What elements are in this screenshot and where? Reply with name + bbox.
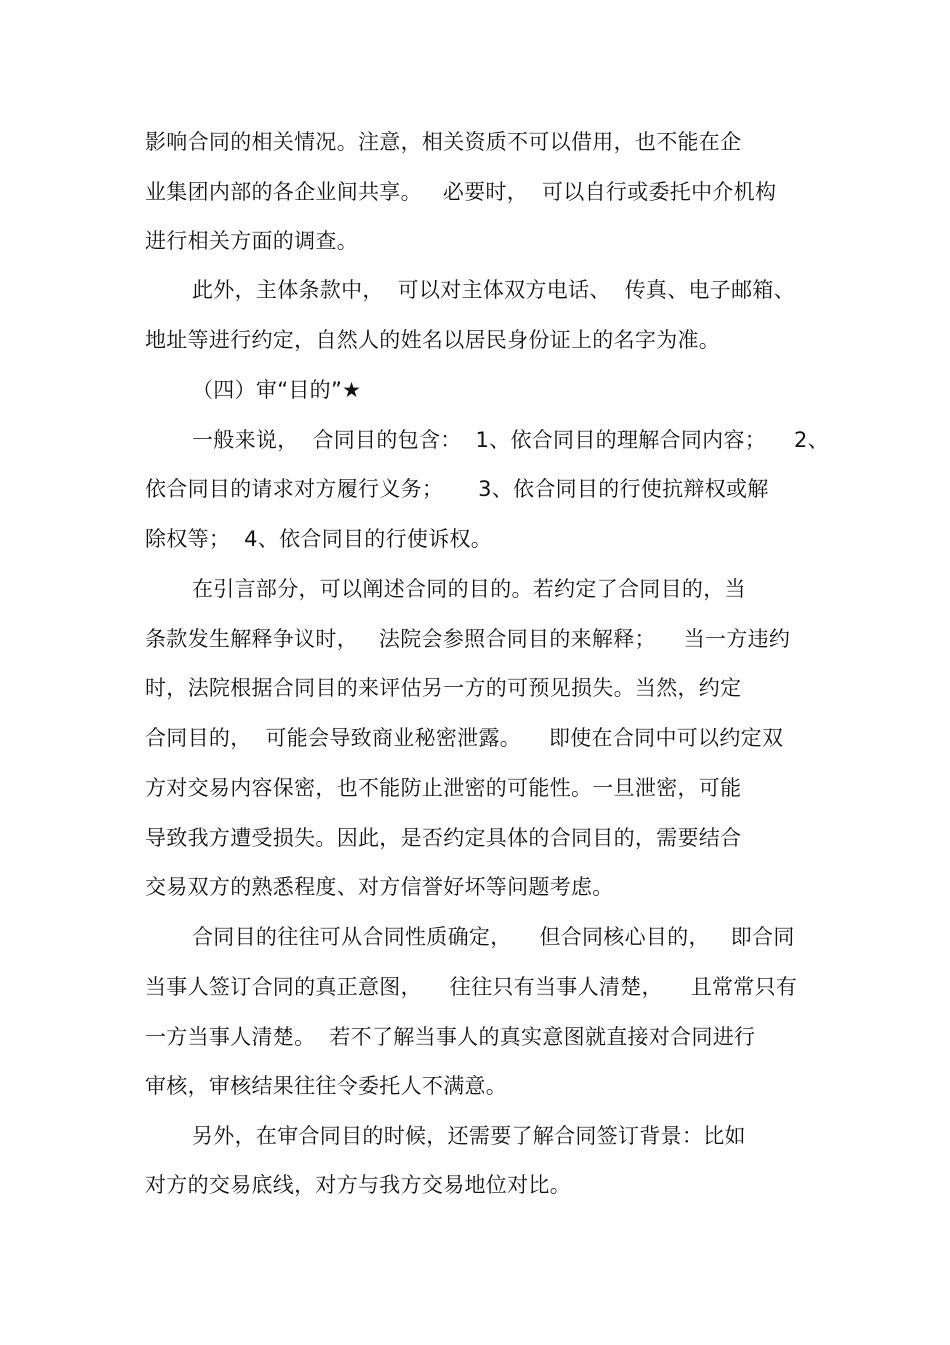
text-line-19: 一方当事人清楚。 若不了解当事人的真实意图就直接对合同进行 (145, 1025, 756, 1049)
text-line-4: 此外，主体条款中， 可以对主体双方电话、 传真、电子邮箱、 (192, 278, 795, 302)
text-line-20: 审核，审核结果往往令委托人不满意。 (145, 1074, 508, 1098)
text-line-2: 业集团内部的各企业间共享。 必要时， 可以自行或委托中介机构 (145, 180, 777, 204)
text-line-8: 依合同目的请求对方履行义务； 3、依合同目的行使抗辩权或解 (145, 477, 769, 501)
text-line-9: 除权等； 4、依合同目的行使诉权。 (145, 527, 493, 551)
text-line-15: 导致我方遭受损失。因此，是否约定具体的合同目的，需要结合 (145, 826, 742, 850)
text-line-5: 地址等进行约定，自然人的姓名以居民身份证上的名字为准。 (145, 328, 721, 352)
text-line-10: 在引言部分，可以阐述合同的目的。若约定了合同目的，当 (192, 577, 746, 601)
text-line-12: 时，法院根据合同目的来评估另一方的可预见损失。当然，约定 (145, 676, 742, 700)
text-line-17: 合同目的往往可从合同性质确定， 但合同核心目的， 即合同 (192, 925, 795, 949)
text-line-18: 当事人签订合同的真正意图， 往往只有当事人清楚， 且常常只有 (145, 975, 798, 999)
text-line-22: 对方的交易底线，对方与我方交易地位对比。 (145, 1173, 571, 1197)
text-line-21: 另外，在审合同目的时候，还需要了解合同签订背景：比如 (192, 1124, 746, 1148)
section-heading: （四）审“目的”★ (192, 378, 362, 402)
text-line-7: 一般来说， 合同目的包含： 1、依合同目的理解合同内容； 2、 (192, 428, 829, 452)
text-line-1: 影响合同的相关情况。注意，相关资质不可以借用，也不能在企 (145, 130, 742, 154)
text-line-11: 条款发生解释争议时， 法院会参照合同目的来解释； 当一方违约 (145, 627, 791, 651)
text-line-14: 方对交易内容保密，也不能防止泄密的可能性。一旦泄密，可能 (145, 776, 742, 800)
text-line-3: 进行相关方面的调查。 (145, 229, 358, 253)
text-line-16: 交易双方的熟悉程度、对方信誉好坏等问题考虑。 (145, 875, 614, 899)
text-line-13: 合同目的， 可能会导致商业秘密泄露。 即使在合同中可以约定双 (145, 726, 784, 750)
